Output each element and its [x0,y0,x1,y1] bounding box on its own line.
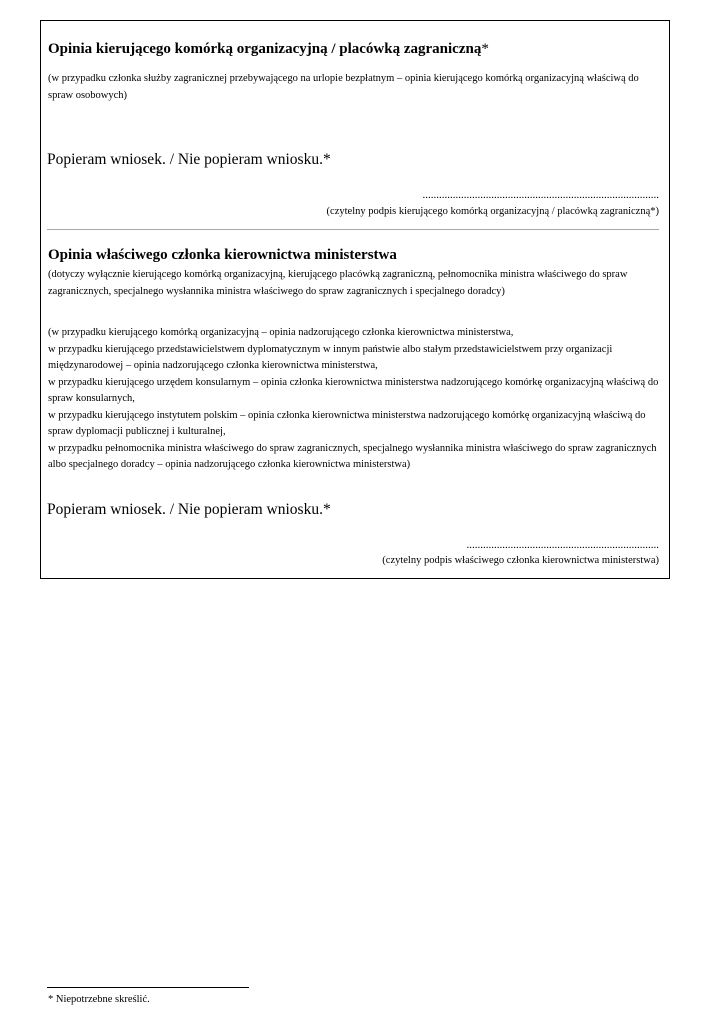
case-item-head-of-unit: (w przypadku kierującego komórką organizacyjną – opinia nadzorującego członka kierownictwa ministerstwa, [48,327,514,338]
footnote-rule [47,987,249,988]
case-item-polish-institute: w przypadku kierującego instytutem polskim – opinia członka kierownictwa ministerstwa nadzorującego komórkę organizacyjną właściwą do spraw dyplomacji publicznej i kulturalnej, [48,409,646,437]
section1-heading-text: Opinia kierującego komórką organizacyjną / placówką zagraniczną [48,41,482,57]
section2-intro: (dotyczy wyłącznie kierującego komórką organizacyjną, kierującego placówką zagraniczną, pełnomocnika ministra właściwego do spraw zagranicznych, specjalnego wysłannika ministra właściwego do spraw zagranicznych i specjalnego doradcy) [48,269,628,297]
footnote: * Niepotrzebne skreślić. [48,994,150,1005]
section2-signature-caption: (czytelny podpis właściwego członka kierownictwa ministerstwa) [382,555,659,566]
section1-signature-line: ...................................................................................... [422,189,659,201]
case-item-consular-office: w przypadku kierującego urzędem konsularnym – opinia członka kierownictwa ministerstwa nadzorującego komórkę organizacyjną właściwą do spraw konsularnych, [48,376,659,404]
section2-heading: Opinia właściwego członka kierownictwa ministerstwa [48,247,397,263]
section2-stance: Popieram wniosek. / Nie popieram wniosku.* [47,501,331,518]
case-item-diplomatic-mission: w przypadku kierującego przedstawicielstwem dyplomatycznym w innym państwie albo stałym przedstawicielstwem przy organizacji międzynarodowej – opinia nadzorującego członka kierownictwa ministerstwa, [48,343,613,371]
section1-stance: Popieram wniosek. / Nie popieram wniosku.* [47,151,331,168]
section2-case-list [48,325,660,474]
case-item-plenipotentiary: w przypadku pełnomocnika ministra właściwego do spraw zagranicznych, specjalnego wysłannika ministra właściwego do spraw zagranicznych albo specjalnego doradcy – opinia nadzorującego członka kierownictwa ministerstwa) [48,442,657,470]
section1-heading [48,40,489,58]
section1-note: (w przypadku członka służby zagranicznej przebywającego na urlopie bezpłatnym – opinia kierującego komórką organizacyjną właściwą do spraw osobowych) [48,73,639,101]
section1-heading-asterisk: * [481,41,489,57]
section1-signature-caption: (czytelny podpis kierującego komórką organizacyjną / placówką zagraniczną*) [326,206,659,217]
section-divider [47,229,659,230]
section2-signature-line: ...................................................................... [466,539,659,551]
